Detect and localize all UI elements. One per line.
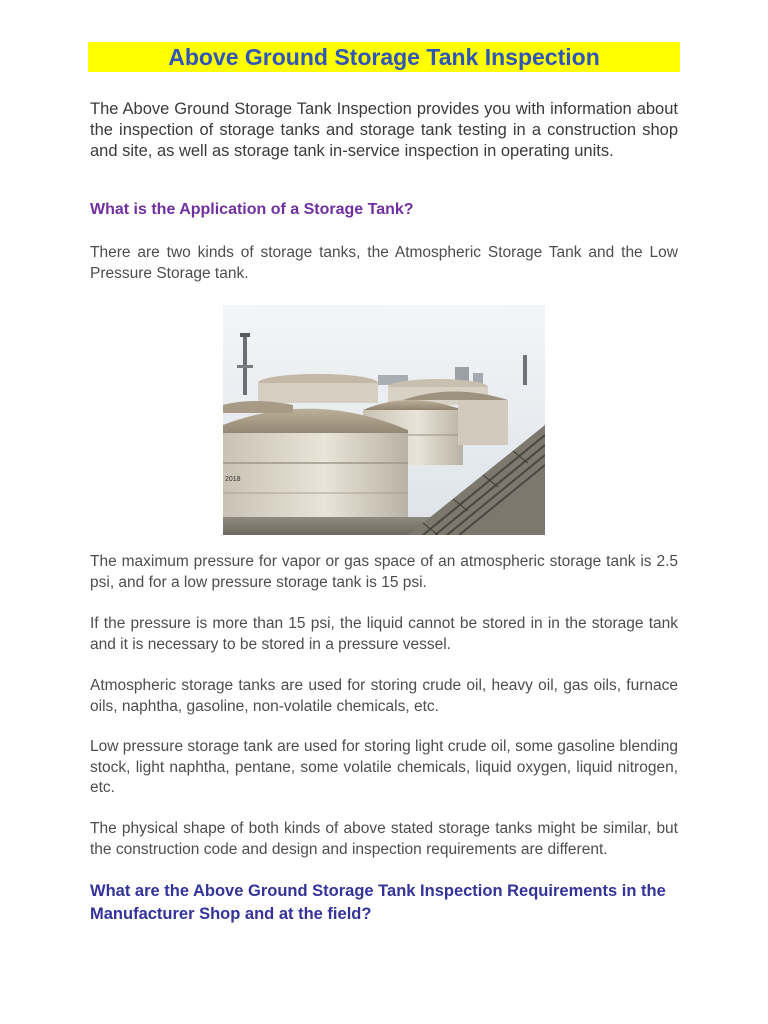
paragraph-low-pressure-uses: Low pressure storage tank are used for storing light crude oil, some gasoline blending stock, light naphtha, pentane, some volatile chemicals, liquid oxygen, liquid nitrogen, etc.	[90, 738, 678, 796]
section-heading-application: What is the Application of a Storage Tank?	[90, 201, 414, 218]
paragraph-pressure-vessel: If the pressure is more than 15 psi, the liquid cannot be stored in in the storage tank and it is necessary to be stored in a pressure vessel.	[90, 615, 678, 653]
paragraph-atmospheric-uses: Atmospheric storage tanks are used for storing crude oil, heavy oil, gas oils, furnace oils, naphtha, gasoline, non-volatile chemicals, etc.	[90, 677, 678, 715]
title-banner	[88, 42, 680, 72]
paragraph-max-pressure: The maximum pressure for vapor or gas space of an atmospheric storage tank is 2.5 psi, and for a low pressure storage tank is 15 psi.	[90, 553, 678, 591]
document-title: Above Ground Storage Tank Inspection	[168, 43, 600, 70]
paragraph-physical-shape: The physical shape of both kinds of above stated storage tanks might be similar, but the construction code and design and inspection requirements are different.	[90, 820, 678, 858]
section-heading-requirements: What are the Above Ground Storage Tank Inspection Requirements in the Manufacturer Shop and at the field?	[90, 882, 666, 923]
tank-number-label: 2018	[225, 476, 241, 483]
paragraph-tank-kinds: There are two kinds of storage tanks, the Atmospheric Storage Tank and the Low Pressure Storage tank.	[90, 244, 678, 282]
storage-tanks-photo	[223, 305, 545, 535]
intro-paragraph: The Above Ground Storage Tank Inspection provides you with information about the inspection of storage tanks and storage tank testing in a construction shop and site, as well as storage tank in-service inspection in operating units.	[90, 100, 678, 160]
